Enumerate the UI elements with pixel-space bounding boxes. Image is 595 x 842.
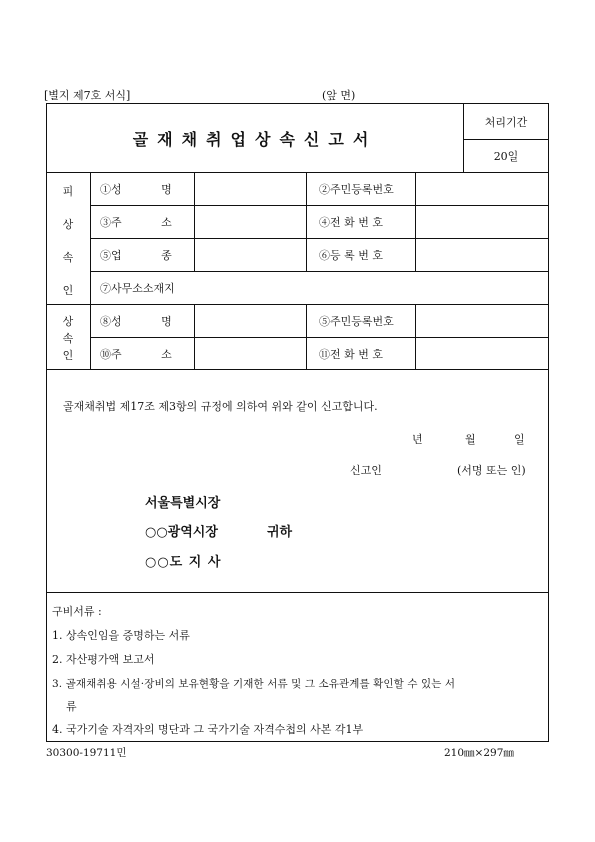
document-item: 3. 골재채취용 시설·장비의 보유현황을 기재한 서류 및 그 소유관계를 확인할 수 있는 서	[52, 678, 456, 690]
heir-phone-label: ⑪전 화 번 호	[319, 347, 383, 361]
form-title: 골재채취업상속신고서	[132, 129, 378, 149]
documents-heading: 구비서류 :	[52, 605, 102, 618]
deceased-name-label: ①성 명	[100, 183, 172, 196]
deceased-group-char: 상	[62, 218, 74, 231]
deceased-rrn-label: ②주민등록번호	[319, 183, 394, 196]
reporter-label: 신고인	[350, 464, 382, 477]
document-item-continuation: 류	[66, 700, 77, 713]
heir-group-char: 인	[62, 349, 74, 362]
divider	[415, 172, 416, 271]
divider	[415, 304, 416, 369]
page-side-label: (앞 면)	[322, 89, 356, 102]
heir-group-char: 속	[62, 332, 74, 345]
processing-period-value: 20일	[493, 150, 519, 163]
document-item: 4. 국가기술 자격자의 명단과 그 국가기술 자격수첩의 사본 각1부	[52, 723, 364, 736]
processing-period-label: 처리기간	[484, 115, 528, 129]
deceased-business-type-label: ⑤업 종	[100, 249, 172, 262]
deceased-registration-number-label: ⑥등 록 번 호	[319, 249, 383, 262]
declaration-text: 골재채취법 제17조 제3항의 규정에 의하여 위와 같이 신고합니다.	[63, 400, 378, 413]
deceased-group-char: 피	[62, 185, 74, 198]
date-month-label: 월	[465, 433, 476, 446]
authority-province: ○○도 지 사	[145, 555, 222, 570]
authority-seoul: 서울특별시장	[145, 496, 221, 511]
addressee-label: 귀하	[267, 525, 293, 540]
divider	[47, 369, 548, 370]
authority-metropolitan: ○○광역시장	[145, 525, 218, 540]
form-number: [별지 제7호 서식]	[44, 89, 131, 102]
deceased-group-char: 속	[62, 251, 74, 264]
date-year-label: 년	[412, 433, 423, 446]
signature-note: (서명 또는 인)	[457, 464, 526, 477]
divider	[90, 172, 91, 369]
document-item: 2. 자산평가액 보고서	[52, 653, 155, 666]
divider	[194, 172, 195, 271]
deceased-office-location-label: ⑦사무소소재지	[100, 282, 175, 295]
divider	[47, 592, 548, 593]
deceased-address-label: ③주 소	[100, 216, 172, 229]
paper-size: 210㎜×297㎜	[444, 747, 514, 759]
divider	[306, 304, 307, 369]
deceased-phone-label: ④전 화 번 호	[319, 216, 383, 229]
heir-rrn-label: ⑤주민등록번호	[319, 315, 394, 328]
document-item: 1. 상속인임을 증명하는 서류	[52, 629, 190, 642]
heir-group-char: 상	[62, 315, 74, 328]
heir-address-label: ⑩주 소	[100, 347, 172, 361]
divider	[306, 172, 307, 271]
heir-name-label: ⑧성 명	[100, 315, 172, 328]
deceased-group-char: 인	[62, 284, 74, 297]
form-code: 30300-19711민	[46, 747, 127, 759]
divider	[194, 304, 195, 369]
date-day-label: 일	[514, 433, 525, 446]
